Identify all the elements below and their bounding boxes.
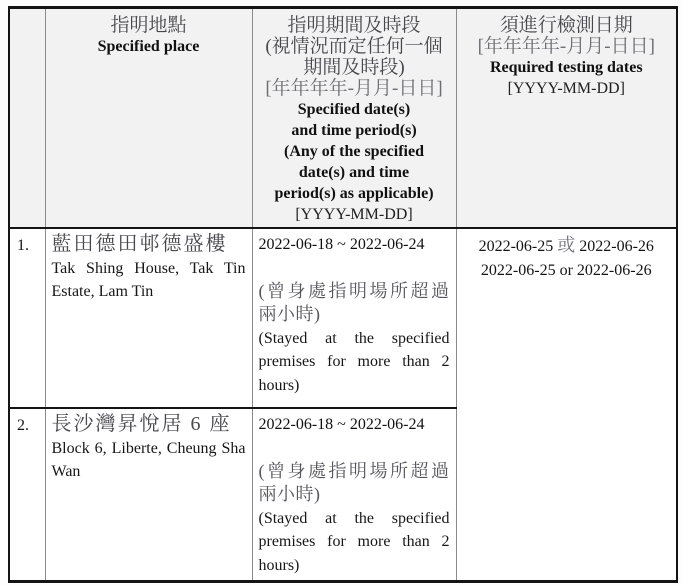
testing-date-1: 2022-06-25 [478, 238, 554, 255]
header-period-format-zh: [年年年年-月月-日日] [265, 78, 443, 99]
header-specified-place [45, 8, 252, 229]
header-period-zh-line3: 期間及時段) [303, 57, 405, 78]
table-row [9, 228, 677, 408]
specified-period-cell [252, 408, 456, 581]
spacer [259, 437, 450, 460]
header-required-testing-dates [456, 8, 677, 229]
spacer [259, 257, 450, 280]
header-period-zh-line2: (視情況而定任何一個 [265, 36, 443, 57]
header-period-en-line4: date(s) and time [298, 164, 410, 181]
place-name-zh: 藍田德田邨德盛樓 [51, 233, 228, 255]
period-note-en: (Stayed at the specified premises for more than 2 hours) [258, 509, 450, 574]
required-testing-dates-cell [456, 228, 677, 581]
header-period-en-line2: and time period(s) [291, 122, 417, 139]
header-period-en-line1: Specified date(s) [297, 101, 411, 118]
specified-place-cell [45, 228, 252, 408]
header-period-format-en: [YYYY-MM-DD] [295, 206, 413, 223]
period-date-range: 2022-06-18 ~ 2022-06-24 [258, 236, 425, 253]
testing-conjunction-en: or [559, 261, 573, 279]
place-name-en: Block 6, Liberte, Cheung Sha Wan [51, 439, 246, 480]
testing-date-1-en: 2022-06-25 [480, 261, 556, 279]
table-header-row [9, 8, 677, 229]
header-testing-en: Required testing dates [489, 59, 643, 76]
row-number: 2. [9, 408, 45, 581]
testing-conjunction-zh: 或 [557, 235, 576, 255]
specified-place-cell [45, 408, 252, 581]
row-number: 1. [9, 228, 45, 408]
header-specified-period [252, 8, 456, 229]
header-period-zh-line1: 指明期間及時段 [287, 15, 421, 36]
period-note-en: (Stayed at the specified premises for more than 2 hours) [258, 329, 450, 394]
period-date-range: 2022-06-18 ~ 2022-06-24 [258, 416, 425, 433]
header-testing-zh: 須進行檢測日期 [499, 15, 633, 36]
testing-dates-zh [463, 234, 671, 259]
testing-date-2-en: 2022-06-26 [576, 261, 652, 279]
header-place-en: Specified place [97, 38, 200, 55]
header-testing-format-en: [YYYY-MM-DD] [507, 80, 625, 97]
header-number-cell [9, 8, 45, 229]
place-name-zh: 長沙灣昇悅居 6 座 [51, 413, 232, 435]
specified-period-cell [252, 228, 456, 408]
testing-date-2: 2022-06-26 [579, 238, 654, 255]
header-period-en-line3: (Any of the specified [284, 143, 424, 160]
compulsory-testing-table [8, 6, 678, 583]
header-testing-format-zh: [年年年年-月月-日日] [477, 36, 655, 57]
testing-dates-en [463, 259, 671, 283]
period-note-zh: (曾身處指明場所超過兩小時) [258, 280, 450, 324]
place-name-en: Tak Shing House, Tak Tin Estate, Lam Tin [51, 259, 246, 300]
header-period-en-line5: period(s) as applicable) [274, 185, 434, 202]
header-place-zh: 指明地點 [110, 15, 187, 36]
period-note-zh: (曾身處指明場所超過兩小時) [258, 460, 450, 504]
